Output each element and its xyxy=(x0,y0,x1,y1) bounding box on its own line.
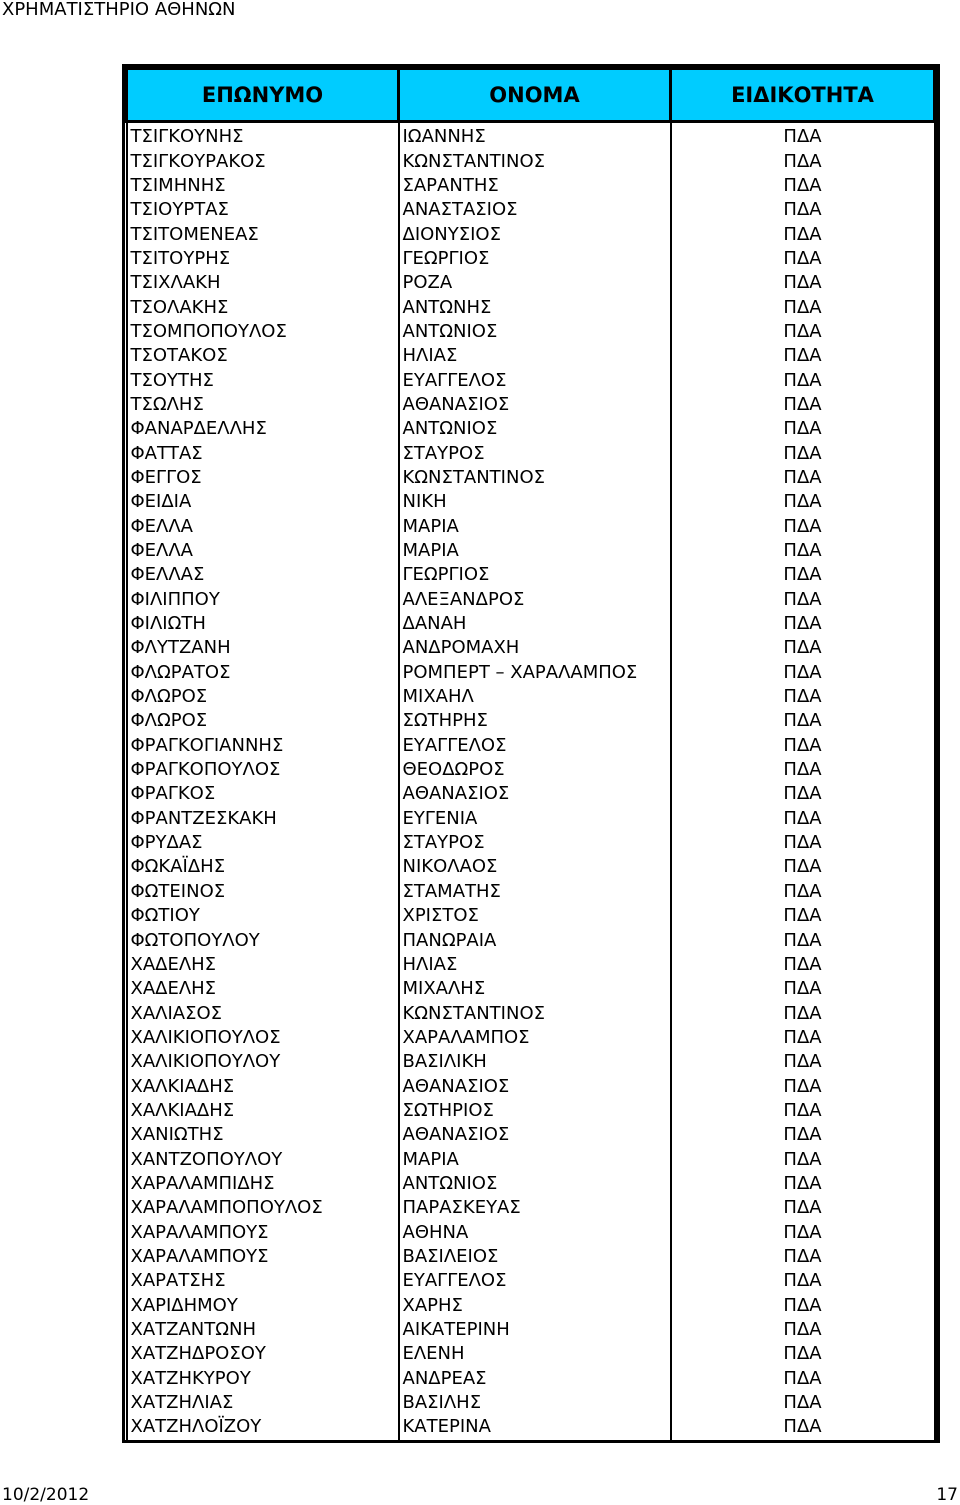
specialty-cell: ΠΔΑ xyxy=(671,1342,935,1366)
specialty-cell: ΠΔΑ xyxy=(671,953,935,977)
surname-cell: ΧΑΛΙΑΣΟΣ xyxy=(127,1001,399,1025)
name-cell: ΕΥΑΓΓΕΛΟΣ xyxy=(399,368,671,392)
specialty-cell: ΠΔΑ xyxy=(671,855,935,879)
table-row xyxy=(127,831,935,855)
table-row xyxy=(127,1391,935,1415)
surname-cell: ΦΡΑΓΚΟΠΟΥΛΟΣ xyxy=(127,758,399,782)
name-cell: ΑΝΤΩΝΙΟΣ xyxy=(399,320,671,344)
specialty-cell: ΠΔΑ xyxy=(671,271,935,295)
specialty-cell: ΠΔΑ xyxy=(671,563,935,587)
table-row xyxy=(127,612,935,636)
surname-cell: ΤΣΟΤΑΚΟΣ xyxy=(127,344,399,368)
table-row xyxy=(127,1123,935,1147)
table-row xyxy=(127,320,935,344)
name-cell: ΝΙΚΟΛΑΟΣ xyxy=(399,855,671,879)
specialty-cell: ΠΔΑ xyxy=(671,1172,935,1196)
name-cell: ΔΙΟΝΥΣΙΟΣ xyxy=(399,222,671,246)
specialty-cell: ΠΔΑ xyxy=(671,539,935,563)
specialty-cell: ΠΔΑ xyxy=(671,441,935,465)
table-row xyxy=(127,1196,935,1220)
specialty-cell: ΠΔΑ xyxy=(671,295,935,319)
name-cell: ΜΑΡΙΑ xyxy=(399,539,671,563)
name-cell: ΕΥΑΓΓΕΛΟΣ xyxy=(399,1269,671,1293)
surname-cell: ΧΑΛΙΚΙΟΠΟΥΛΟΥ xyxy=(127,1050,399,1074)
name-cell: ΓΕΩΡΓΙΟΣ xyxy=(399,563,671,587)
name-cell: ΕΥΑΓΓΕΛΟΣ xyxy=(399,734,671,758)
table-header xyxy=(127,69,935,122)
name-cell: ΗΛΙΑΣ xyxy=(399,953,671,977)
table-row xyxy=(127,174,935,198)
name-cell: ΑΛΕΞΑΝΔΡΟΣ xyxy=(399,588,671,612)
surname-cell: ΤΣΟΛΑΚΗΣ xyxy=(127,295,399,319)
specialty-cell: ΠΔΑ xyxy=(671,1123,935,1147)
specialty-cell: ΠΔΑ xyxy=(671,709,935,733)
name-cell: ΣΤΑΜΑΤΗΣ xyxy=(399,880,671,904)
specialty-cell: ΠΔΑ xyxy=(671,344,935,368)
surname-cell: ΦΩΚΑΪΔΗΣ xyxy=(127,855,399,879)
specialty-cell: ΠΔΑ xyxy=(671,904,935,928)
specialty-cell: ΠΔΑ xyxy=(671,734,935,758)
table-row xyxy=(127,1220,935,1244)
surname-cell: ΦΕΛΛΑ xyxy=(127,539,399,563)
specialty-cell: ΠΔΑ xyxy=(671,466,935,490)
surname-cell: ΤΣΙΓΚΟΥΝΗΣ xyxy=(127,122,399,150)
table-row xyxy=(127,1318,935,1342)
surname-cell: ΤΣΙΓΚΟΥΡΑΚΟΣ xyxy=(127,149,399,173)
table-row xyxy=(127,661,935,685)
surname-cell: ΧΑΛΚΙΑΔΗΣ xyxy=(127,1099,399,1123)
name-cell: ΑΝΤΩΝΙΟΣ xyxy=(399,1172,671,1196)
name-cell: ΣΩΤΗΡΗΣ xyxy=(399,709,671,733)
name-cell: ΔΑΝΑΗ xyxy=(399,612,671,636)
surname-cell: ΦΕΓΓΟΣ xyxy=(127,466,399,490)
surname-cell: ΦΕΛΛΑ xyxy=(127,515,399,539)
surname-cell: ΦΑΤΤΑΣ xyxy=(127,441,399,465)
table-row xyxy=(127,247,935,271)
specialty-cell: ΠΔΑ xyxy=(671,1001,935,1025)
column-header-specialty: ΕΙΔΙΚΟΤΗΤΑ xyxy=(671,69,935,122)
specialty-cell: ΠΔΑ xyxy=(671,661,935,685)
table-row xyxy=(127,1050,935,1074)
name-cell: ΡΟΜΠΕΡΤ – ΧΑΡΑΛΑΜΠΟΣ xyxy=(399,661,671,685)
surname-cell: ΧΑΤΖΗΛΟΪΖΟΥ xyxy=(127,1415,399,1439)
specialty-cell: ΠΔΑ xyxy=(671,807,935,831)
name-cell: ΒΑΣΙΛΕΙΟΣ xyxy=(399,1245,671,1269)
name-cell: ΑΘΑΝΑΣΙΟΣ xyxy=(399,393,671,417)
name-cell: ΜΙΧΑΛΗΣ xyxy=(399,977,671,1001)
page-title: ΧΡΗΜΑΤΙΣΤΗΡΙΟ ΑΘΗΝΩΝ xyxy=(2,0,236,20)
surname-cell: ΧΑΤΖΗΛΙΑΣ xyxy=(127,1391,399,1415)
table-row xyxy=(127,588,935,612)
table-row xyxy=(127,904,935,928)
table-row xyxy=(127,149,935,173)
specialty-cell: ΠΔΑ xyxy=(671,1415,935,1439)
name-cell: ΑΝΤΩΝΙΟΣ xyxy=(399,417,671,441)
table-row xyxy=(127,1269,935,1293)
surname-cell: ΦΛΩΡΑΤΟΣ xyxy=(127,661,399,685)
name-cell: ΑΘΗΝΑ xyxy=(399,1220,671,1244)
surname-cell: ΧΑΝΤΖΟΠΟΥΛΟΥ xyxy=(127,1147,399,1171)
specialty-cell: ΠΔΑ xyxy=(671,1220,935,1244)
table-row xyxy=(127,977,935,1001)
table-row xyxy=(127,855,935,879)
table-body xyxy=(127,122,935,1440)
table-row xyxy=(127,1026,935,1050)
specialty-cell: ΠΔΑ xyxy=(671,174,935,198)
specialty-cell: ΠΔΑ xyxy=(671,515,935,539)
surname-cell: ΦΛΩΡΟΣ xyxy=(127,685,399,709)
surname-cell: ΧΑΔΕΛΗΣ xyxy=(127,953,399,977)
table-row xyxy=(127,368,935,392)
specialty-cell: ΠΔΑ xyxy=(671,1099,935,1123)
surname-cell: ΧΑΤΖΑΝΤΩΝΗ xyxy=(127,1318,399,1342)
name-cell: ΓΕΩΡΓΙΟΣ xyxy=(399,247,671,271)
surname-cell: ΤΣΙΟΥΡΤΑΣ xyxy=(127,198,399,222)
table-row xyxy=(127,1294,935,1318)
table-row xyxy=(127,1172,935,1196)
column-header-name: ΟΝΟΜΑ xyxy=(399,69,671,122)
specialty-cell: ΠΔΑ xyxy=(671,149,935,173)
name-cell: ΝΙΚΗ xyxy=(399,490,671,514)
name-cell: ΣΤΑΥΡΟΣ xyxy=(399,441,671,465)
name-cell: ΕΥΓΕΝΙΑ xyxy=(399,807,671,831)
specialty-cell: ΠΔΑ xyxy=(671,1391,935,1415)
name-cell: ΚΩΝΣΤΑΝΤΙΝΟΣ xyxy=(399,466,671,490)
surname-cell: ΤΣΩΛΗΣ xyxy=(127,393,399,417)
specialty-cell: ΠΔΑ xyxy=(671,393,935,417)
name-cell: ΚΩΝΣΤΑΝΤΙΝΟΣ xyxy=(399,1001,671,1025)
table-row xyxy=(127,539,935,563)
members-table xyxy=(122,64,940,1443)
surname-cell: ΧΑΡΑΛΑΜΠΟΥΣ xyxy=(127,1245,399,1269)
specialty-cell: ΠΔΑ xyxy=(671,880,935,904)
name-cell: ΜΑΡΙΑ xyxy=(399,1147,671,1171)
table-row xyxy=(127,1099,935,1123)
table-row xyxy=(127,198,935,222)
footer-date: 10/2/2012 xyxy=(2,1485,90,1505)
table-row xyxy=(127,417,935,441)
name-cell: ΜΙΧΑΗΛ xyxy=(399,685,671,709)
name-cell: ΒΑΣΙΛΗΣ xyxy=(399,1391,671,1415)
name-cell: ΚΑΤΕΡΙΝΑ xyxy=(399,1415,671,1439)
table-row xyxy=(127,490,935,514)
surname-cell: ΦΡΑΓΚΟΣ xyxy=(127,782,399,806)
table-row xyxy=(127,515,935,539)
table-row xyxy=(127,953,935,977)
table-row xyxy=(127,685,935,709)
specialty-cell: ΠΔΑ xyxy=(671,612,935,636)
surname-cell: ΧΑΡΙΔΗΜΟΥ xyxy=(127,1294,399,1318)
table-row xyxy=(127,271,935,295)
specialty-cell: ΠΔΑ xyxy=(671,122,935,150)
specialty-cell: ΠΔΑ xyxy=(671,588,935,612)
surname-cell: ΦΩΤΕΙΝΟΣ xyxy=(127,880,399,904)
table-row xyxy=(127,880,935,904)
specialty-cell: ΠΔΑ xyxy=(671,1367,935,1391)
table-row xyxy=(127,466,935,490)
surname-cell: ΦΕΙΔΙΑ xyxy=(127,490,399,514)
name-cell: ΑΝΔΡΕΑΣ xyxy=(399,1367,671,1391)
table-row xyxy=(127,1074,935,1098)
table-row xyxy=(127,393,935,417)
table-row xyxy=(127,758,935,782)
page-number: 17 xyxy=(936,1485,958,1505)
specialty-cell: ΠΔΑ xyxy=(671,1294,935,1318)
name-cell: ΑΘΑΝΑΣΙΟΣ xyxy=(399,782,671,806)
table-row xyxy=(127,295,935,319)
name-cell: ΣΤΑΥΡΟΣ xyxy=(399,831,671,855)
specialty-cell: ΠΔΑ xyxy=(671,977,935,1001)
surname-cell: ΧΑΡΑΛΑΜΠΟΥΣ xyxy=(127,1220,399,1244)
surname-cell: ΧΑΡΑΛΑΜΠΟΠΟΥΛΟΣ xyxy=(127,1196,399,1220)
specialty-cell: ΠΔΑ xyxy=(671,1245,935,1269)
surname-cell: ΦΩΤΟΠΟΥΛΟΥ xyxy=(127,928,399,952)
table-row xyxy=(127,807,935,831)
surname-cell: ΧΑΤΖΗΔΡΟΣΟΥ xyxy=(127,1342,399,1366)
specialty-cell: ΠΔΑ xyxy=(671,1026,935,1050)
specialty-cell: ΠΔΑ xyxy=(671,685,935,709)
table-row xyxy=(127,1147,935,1171)
surname-cell: ΦΩΤΙΟΥ xyxy=(127,904,399,928)
surname-cell: ΦΕΛΛΑΣ xyxy=(127,563,399,587)
surname-cell: ΧΑΡΑΛΑΜΠΙΔΗΣ xyxy=(127,1172,399,1196)
surname-cell: ΤΣΙΜΗΝΗΣ xyxy=(127,174,399,198)
name-cell: ΑΝΤΩΝΗΣ xyxy=(399,295,671,319)
name-cell: ΘΕΟΔΩΡΟΣ xyxy=(399,758,671,782)
table-row xyxy=(127,1415,935,1439)
surname-cell: ΧΑΡΑΤΣΗΣ xyxy=(127,1269,399,1293)
surname-cell: ΤΣΙΤΟΜΕΝΕΑΣ xyxy=(127,222,399,246)
surname-cell: ΦΛΩΡΟΣ xyxy=(127,709,399,733)
name-cell: ΙΩΑΝΝΗΣ xyxy=(399,122,671,150)
specialty-cell: ΠΔΑ xyxy=(671,1269,935,1293)
name-cell: ΕΛΕΝΗ xyxy=(399,1342,671,1366)
table-row xyxy=(127,441,935,465)
table-row xyxy=(127,782,935,806)
surname-cell: ΤΣΙΧΛΑΚΗ xyxy=(127,271,399,295)
name-cell: ΣΩΤΗΡΙΟΣ xyxy=(399,1099,671,1123)
specialty-cell: ΠΔΑ xyxy=(671,1318,935,1342)
name-cell: ΡΟΖΑ xyxy=(399,271,671,295)
name-cell: ΧΑΡΑΛΑΜΠΟΣ xyxy=(399,1026,671,1050)
name-cell: ΠΑΡΑΣΚΕΥΑΣ xyxy=(399,1196,671,1220)
name-cell: ΠΑΝΩΡΑΙΑ xyxy=(399,928,671,952)
table-row xyxy=(127,1367,935,1391)
table-row xyxy=(127,1245,935,1269)
specialty-cell: ΠΔΑ xyxy=(671,782,935,806)
surname-cell: ΦΙΛΙΠΠΟΥ xyxy=(127,588,399,612)
table-row xyxy=(127,709,935,733)
table-row xyxy=(127,563,935,587)
specialty-cell: ΠΔΑ xyxy=(671,368,935,392)
name-cell: ΧΑΡΗΣ xyxy=(399,1294,671,1318)
table-row xyxy=(127,1342,935,1366)
specialty-cell: ΠΔΑ xyxy=(671,1074,935,1098)
table-row xyxy=(127,636,935,660)
name-cell: ΜΑΡΙΑ xyxy=(399,515,671,539)
surname-cell: ΤΣΟΜΠΟΠΟΥΛΟΣ xyxy=(127,320,399,344)
table-row xyxy=(127,928,935,952)
surname-cell: ΧΑΛΚΙΑΔΗΣ xyxy=(127,1074,399,1098)
specialty-cell: ΠΔΑ xyxy=(671,636,935,660)
specialty-cell: ΠΔΑ xyxy=(671,417,935,441)
surname-cell: ΧΑΔΕΛΗΣ xyxy=(127,977,399,1001)
surname-cell: ΧΑΛΙΚΙΟΠΟΥΛΟΣ xyxy=(127,1026,399,1050)
name-cell: ΑΝΔΡΟΜΑΧΗ xyxy=(399,636,671,660)
name-cell: ΣΑΡΑΝΤΗΣ xyxy=(399,174,671,198)
specialty-cell: ΠΔΑ xyxy=(671,247,935,271)
name-cell: ΚΩΝΣΤΑΝΤΙΝΟΣ xyxy=(399,149,671,173)
surname-cell: ΦΡΑΓΚΟΓΙΑΝΝΗΣ xyxy=(127,734,399,758)
name-cell: ΑΝΑΣΤΑΣΙΟΣ xyxy=(399,198,671,222)
specialty-cell: ΠΔΑ xyxy=(671,320,935,344)
specialty-cell: ΠΔΑ xyxy=(671,222,935,246)
name-cell: ΗΛΙΑΣ xyxy=(399,344,671,368)
name-cell: ΧΡΙΣΤΟΣ xyxy=(399,904,671,928)
surname-cell: ΧΑΤΖΗΚΥΡΟΥ xyxy=(127,1367,399,1391)
surname-cell: ΦΙΛΙΩΤΗ xyxy=(127,612,399,636)
column-header-surname: ΕΠΩΝΥΜΟ xyxy=(127,69,399,122)
name-cell: ΒΑΣΙΛΙΚΗ xyxy=(399,1050,671,1074)
name-cell: ΑΙΚΑΤΕΡΙΝΗ xyxy=(399,1318,671,1342)
table-row xyxy=(127,1001,935,1025)
specialty-cell: ΠΔΑ xyxy=(671,758,935,782)
surname-cell: ΧΑΝΙΩΤΗΣ xyxy=(127,1123,399,1147)
name-cell: ΑΘΑΝΑΣΙΟΣ xyxy=(399,1123,671,1147)
specialty-cell: ΠΔΑ xyxy=(671,1147,935,1171)
specialty-cell: ΠΔΑ xyxy=(671,928,935,952)
table-row xyxy=(127,122,935,150)
table-row xyxy=(127,344,935,368)
specialty-cell: ΠΔΑ xyxy=(671,490,935,514)
surname-cell: ΦΑΝΑΡΔΕΛΛΗΣ xyxy=(127,417,399,441)
specialty-cell: ΠΔΑ xyxy=(671,1050,935,1074)
table-row xyxy=(127,734,935,758)
specialty-cell: ΠΔΑ xyxy=(671,1196,935,1220)
surname-cell: ΤΣΟΥΤΗΣ xyxy=(127,368,399,392)
surname-cell: ΦΡΑΝΤΖΕΣΚΑΚΗ xyxy=(127,807,399,831)
specialty-cell: ΠΔΑ xyxy=(671,831,935,855)
surname-cell: ΦΛΥΤΖΑΝΗ xyxy=(127,636,399,660)
surname-cell: ΤΣΙΤΟΥΡΗΣ xyxy=(127,247,399,271)
surname-cell: ΦΡΥΔΑΣ xyxy=(127,831,399,855)
specialty-cell: ΠΔΑ xyxy=(671,198,935,222)
name-cell: ΑΘΑΝΑΣΙΟΣ xyxy=(399,1074,671,1098)
table-row xyxy=(127,222,935,246)
